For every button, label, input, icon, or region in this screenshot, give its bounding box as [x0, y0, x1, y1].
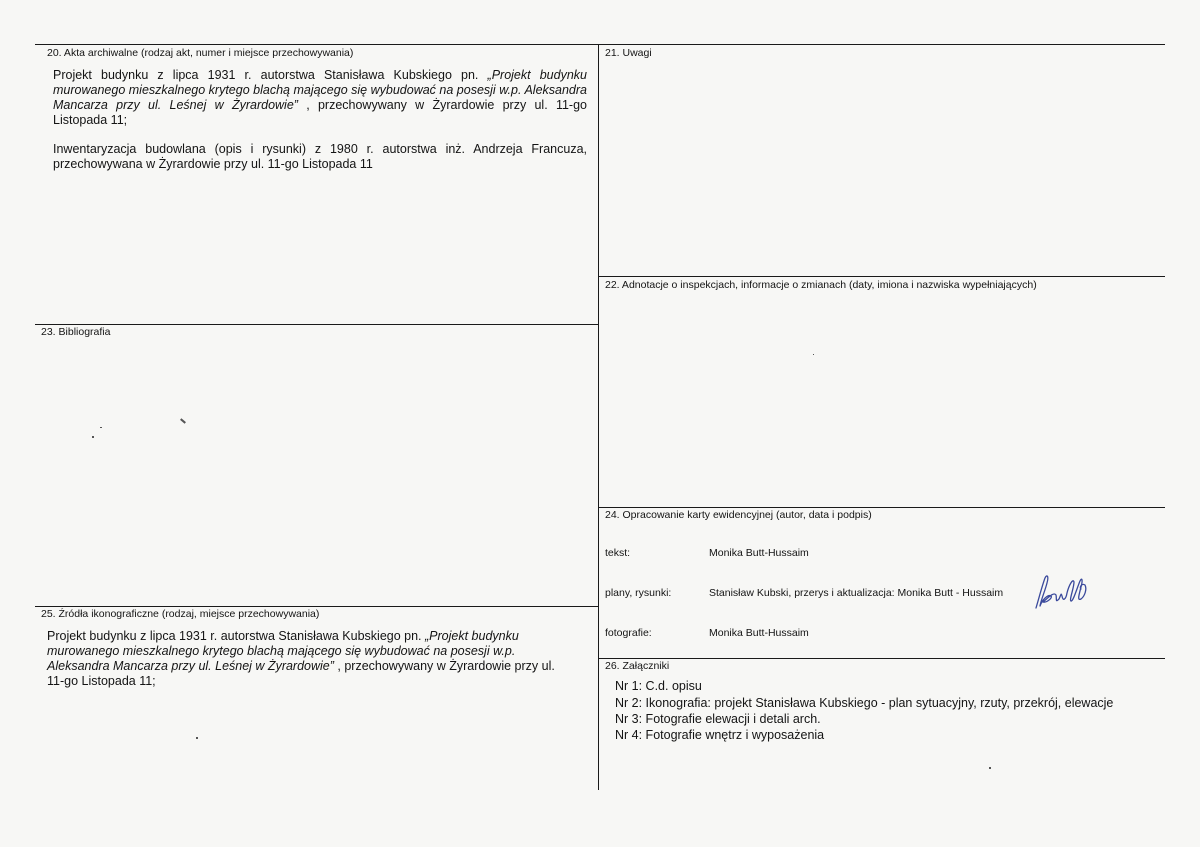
scan-speck [196, 737, 198, 739]
section-24-row-photos-value: Monika Butt-Hussaim [709, 627, 809, 639]
section-20-label: 20. Akta archiwalne (rodzaj akt, numer i miejsce przechowywania) [47, 47, 354, 59]
attachment-item-2: Nr 2: Ikonografia: projekt Stanisława Kubskiego - plan sytuacyjny, rzuty, przekrój, elewacje [615, 696, 1114, 710]
section-26-label: 26. Załączniki [605, 660, 670, 672]
section-20-paragraph-2: Inwentaryzacja budowlana (opis i rysunki) z 1980 r. autorstwa inż. Andrzeja Francuza, przechowywana w Żyrardowie przy ul. 11-go Listopada 11 [53, 142, 587, 171]
section-22-label: 22. Adnotacje o inspekcjach, informacje o zmianach (daty, imiona i nazwiska wypełniających) [605, 279, 1037, 291]
section-24-row-plans-key: plany, rysunki: [605, 587, 672, 599]
section-21-label: 21. Uwagi [605, 47, 652, 59]
attachment-item-1: Nr 1: C.d. opisu [615, 679, 702, 693]
scan-speck [180, 418, 186, 423]
section-20-p1-title: „Projekt budynku murowanego mieszkalnego krytego blachą mającego się wybudować na posesji w.p. Aleksandra Mancarza przy ul. Leśnej w Żyrardowie” [53, 68, 587, 112]
section-24-row-text-key: tekst: [605, 547, 631, 559]
scan-speck [100, 427, 102, 428]
section-25-p1-title: „Projekt budynku murowanego mieszkalnego krytego blachą mającego się wybudować na posesji w.p. Aleksandra Mancarza przy ul. Leśnej w Żyrardowie” [47, 629, 519, 673]
top-rule [35, 44, 1165, 45]
section-20-p1-start: Projekt budynku z lipca 1931 r. autorstwa Stanisława Kubskiego pn. [53, 68, 488, 82]
center-divider [598, 44, 599, 790]
section-24-row-plans-value: Stanisław Kubski, przerys i aktualizacja: Monika Butt - Hussaim [709, 587, 1004, 599]
section-20-p1-end: , przechowywany w Żyrardowie przy ul. 11-go Listopada 11; [53, 98, 587, 127]
section-25-paragraph-1 [47, 629, 560, 689]
section-20-paragraph-1 [53, 68, 587, 128]
rule-26 [598, 658, 1165, 659]
section-25-p1-end: , przechowywany w Żyrardowie przy ul. 11-go Listopada 11; [47, 659, 555, 688]
section-25-p1-start: Projekt budynku z lipca 1931 r. autorstwa Stanisława Kubskiego pn. [47, 629, 425, 643]
attachment-item-3: Nr 3: Fotografie elewacji i detali arch. [615, 712, 821, 726]
attachment-item-4: Nr 4: Fotografie wnętrz i wyposażenia [615, 728, 825, 742]
section-24-row-photos-key: fotografie: [605, 627, 652, 639]
scan-speck [989, 767, 991, 769]
section-23-label: 23. Bibliografia [41, 326, 111, 338]
rule-22 [598, 276, 1165, 277]
scan-speck [92, 436, 94, 438]
scan-speck [813, 354, 814, 355]
rule-25 [35, 606, 598, 607]
section-25-label: 25. Źródła ikonograficzne (rodzaj, miejsce przechowywania) [41, 608, 320, 620]
signature-icon [1030, 572, 1090, 612]
rule-24 [598, 507, 1165, 508]
rule-23 [35, 324, 598, 325]
section-24-row-text-value: Monika Butt-Hussaim [709, 547, 809, 559]
section-24-label: 24. Opracowanie karty ewidencyjnej (autor, data i podpis) [605, 509, 872, 521]
